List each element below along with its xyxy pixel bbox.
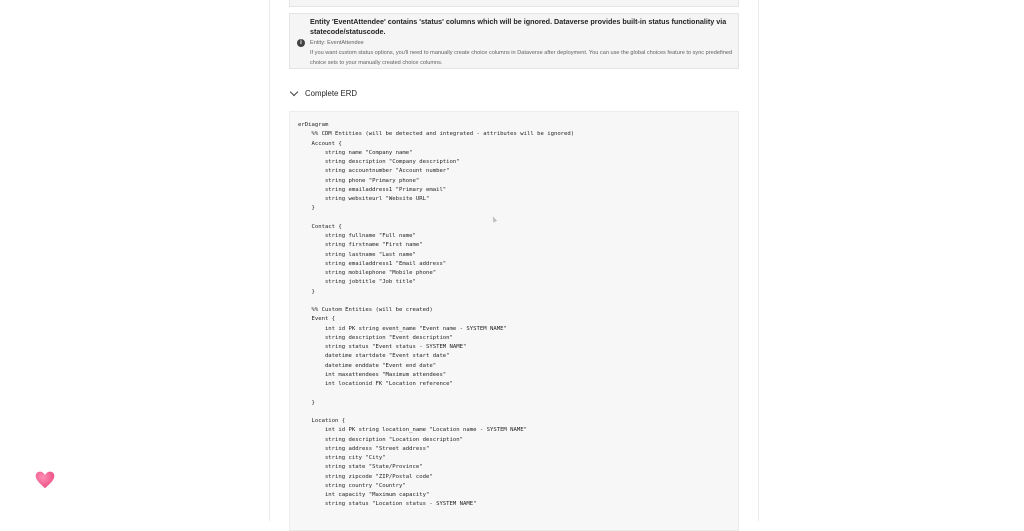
code-line: Event {: [298, 316, 336, 323]
warning-title: Entity 'EventAttendee' contains 'status' columns which will be ignored. Dataverse provides built-in status functionality via statecode/statuscode.: [310, 17, 727, 36]
code-line: [298, 408, 574, 417]
code-line: string firstname "First name": [298, 242, 423, 249]
code-line: string fullname "Full name": [298, 233, 416, 239]
code-line: %% CDM Entities (will be detected and integrated - attributes will be ignored): [298, 131, 575, 138]
code-line: int id PK string location_name "Location name - SYSTEM NAME": [298, 427, 528, 434]
code-line: string status "Event status - SYSTEM NAME": [298, 344, 467, 350]
code-line: %% Custom Entities (will be created): [298, 307, 433, 313]
code-line: string description "Event description": [298, 334, 453, 341]
code-line: string websiteurl "Website URL": [298, 196, 430, 202]
code-line: string lastname "Last name": [298, 251, 416, 258]
complete-erd-toggle[interactable]: [289, 86, 357, 100]
warning-body: If you want custom status options, you'll need to manually create choice columns in Dataverse after deployment. You can use the global choices feature to sync predefined choice sets to your manually created choice columns.: [310, 50, 733, 66]
chevron-down-icon: [290, 87, 298, 95]
warning-entity: Entity: EventAttendee: [310, 40, 364, 46]
code-line: Account {: [298, 140, 342, 147]
code-line: [298, 389, 574, 398]
erd-code: [298, 121, 574, 510]
code-line: int id PK string event_name "Event name - SYSTEM NAME": [298, 325, 507, 332]
previous-warning-card: [289, 0, 739, 7]
warning-card: [289, 13, 739, 69]
code-line: int maxattendees "Maximum attendees": [298, 371, 447, 378]
code-line: int capacity "Maximum capacity": [298, 492, 430, 498]
code-line: string zipcode "ZIP/Postal code": [298, 473, 433, 480]
code-line: string emailaddress1 "Primary email": [298, 186, 447, 193]
code-line: datetime enddate "Event end date": [298, 362, 437, 369]
code-line: erDiagram: [298, 122, 329, 128]
code-line: string description "Company description": [298, 159, 460, 165]
code-line: string phone "Primary phone": [298, 177, 420, 184]
code-line: string city "City": [298, 455, 386, 461]
code-line: datetime startdate "Event start date": [298, 353, 450, 360]
code-line: [298, 214, 574, 223]
code-line: string address "Street address": [298, 445, 430, 452]
code-line: string jobtitle "Job title": [298, 279, 416, 286]
info-icon: i: [297, 39, 305, 47]
code-line: [298, 297, 574, 306]
code-line: Location {: [298, 418, 346, 424]
code-line: int locationid FK "Location reference": [298, 381, 453, 387]
heart-icon[interactable]: [34, 470, 56, 490]
code-line: string state "State/Province": [298, 464, 423, 471]
code-line: string country "Country": [298, 482, 406, 489]
code-line: Contact {: [298, 223, 342, 230]
code-line: }: [298, 399, 315, 406]
erd-code-block[interactable]: [289, 111, 739, 531]
code-line: string mobilephone "Mobile phone": [298, 270, 437, 276]
code-line: }: [298, 205, 315, 212]
code-line: }: [298, 288, 315, 295]
section-title: Complete ERD: [305, 88, 357, 98]
code-line: string description "Location description": [298, 436, 464, 443]
code-line: string emailaddress1 "Email address": [298, 260, 447, 267]
code-line: string status "Location status - SYSTEM NAME": [298, 501, 477, 508]
code-line: string accountnumber "Account number": [298, 168, 450, 175]
code-line: string name "Company name": [298, 149, 413, 156]
